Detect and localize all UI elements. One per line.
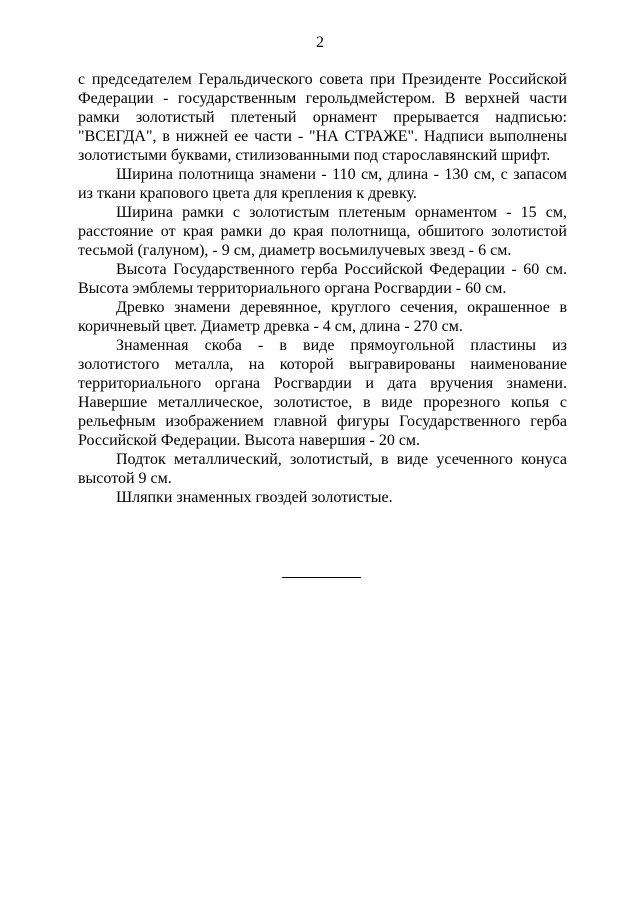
paragraph-butt-end: Подток металлический, золотистый, в виде усеченного конуса высотой 9 см. xyxy=(78,451,567,487)
paragraph-banner-cloth-size: Ширина полотнища знамени - 110 см, длина - 130 см, с запасом из ткани крапового цвета для крепления к древку. xyxy=(78,166,567,202)
paragraph-pole: Древко знамени деревянное, круглого сечения, окрашенное в коричневый цвет. Диаметр древка - 4 см, длина - 270 см. xyxy=(78,299,567,335)
document-body xyxy=(78,70,567,507)
paragraph-bracket-finial: Знаменная скоба - в виде прямоугольной пластины из золотистого металла, на которой выгравированы наименование территориального органа Росгвардии и дата вручения знамени. Навершие металлическое, золотистое, в виде прорезного копья с рельефным изображением главной фигуры Государственного герба Российской Федерации. Высота навершия - 20 см. xyxy=(78,337,567,449)
paragraph-nail-heads: Шляпки знаменных гвоздей золотистые. xyxy=(116,489,393,506)
page-number: 2 xyxy=(316,34,324,51)
end-divider-line xyxy=(282,577,361,578)
paragraph-frame-ornament-width: Ширина рамки с золотистым плетеным орнаментом - 15 см, расстояние от края рамки до края полотнища, обшитого золотистой тесьмой (галуном), - 9 см, диаметр восьмилучевых звезд - 6 см. xyxy=(78,204,567,259)
paragraph-emblem-height: Высота Государственного герба Российской Федерации - 60 см. Высота эмблемы территориального органа Росгвардии - 60 см. xyxy=(78,261,567,297)
paragraph-heraldic-council: с председателем Геральдического совета при Президенте Российской Федерации - государственным герольдмейстером. В верхней части рамки золотистый плетеный орнамент прерывается надписью: "ВСЕГДА", в нижней ее части - "НА СТРАЖЕ". Надписи выполнены золотистыми буквами, стилизованными под старославянский шрифт. xyxy=(78,71,567,164)
